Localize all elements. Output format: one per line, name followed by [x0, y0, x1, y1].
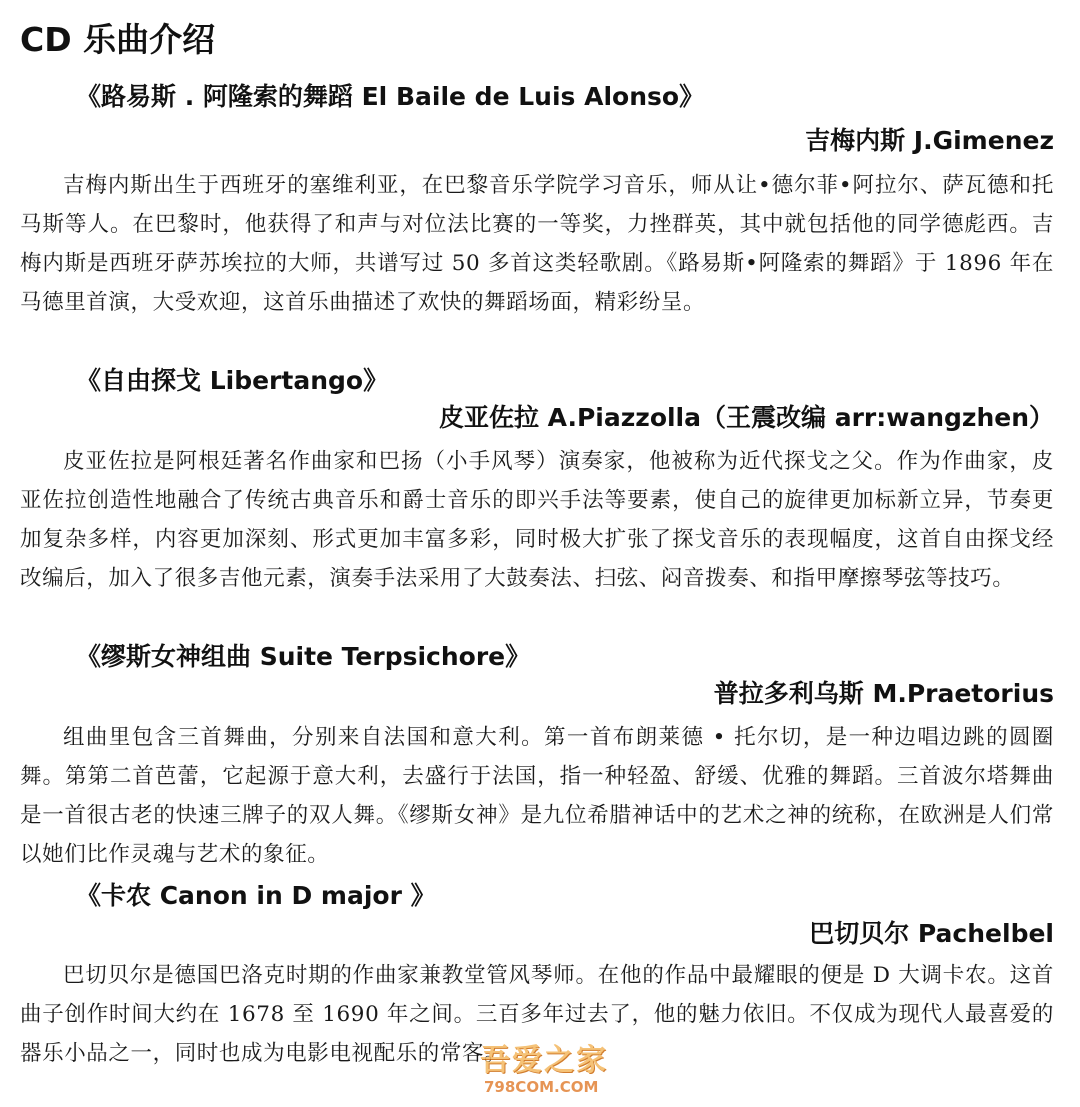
- piece-description: 组曲里包含三首舞曲，分别来自法国和意大利。第一首布朗莱德 • 托尔切，是一种边唱边跳的圆圈舞。第第二首芭蕾，它起源于意大利，去盛行于法国，指一种轻盈、舒缓、优雅的舞蹈。三首波尔塔舞曲是一首很古老的快速三牌子的双人舞。《缪斯女神》是九位希腊神话中的艺术之神的统称，在欧洲是人们常以她们比作灵魂与艺术的象征。: [20, 725, 1054, 867]
- watermark-logo-text: 吾爱之家: [480, 1043, 608, 1078]
- watermark-url: 798COM.COM: [484, 1078, 599, 1096]
- composer-name: 普拉多利乌斯 M.Praetorius: [713, 679, 1054, 708]
- page-title: CD 乐曲介绍: [20, 20, 216, 59]
- composer-name: 皮亚佐拉 A.Piazzolla（王震改编 arr:wangzhen）: [438, 403, 1054, 432]
- composer-name: 巴切贝尔 Pachelbel: [809, 919, 1054, 948]
- piece-title: 《自由探戈 Libertango》: [76, 366, 389, 395]
- composer-name: 吉梅内斯 J.Gimenez: [805, 126, 1054, 155]
- site-watermark: [480, 1040, 630, 1100]
- piece-title: 《缪斯女神组曲 Suite Terpsichore》: [76, 642, 531, 671]
- piece-description: 巴切贝尔是德国巴洛克时期的作曲家兼教堂管风琴师。在他的作品中最耀眼的便是 D 大调卡农。这首曲子创作时间大约在 1678 至 1690 年之间。三百多年过去了，他的魅力依旧。不仅成为现代人最喜爱的器乐小品之一，同时也成为电影电视配乐的常客。: [20, 963, 1054, 1066]
- piece-title: 《路易斯 . 阿隆索的舞蹈 El Baile de Luis Alonso》: [76, 82, 705, 111]
- piece-description: 皮亚佐拉是阿根廷著名作曲家和巴扬（小手风琴）演奏家，他被称为近代探戈之父。作为作曲家，皮亚佐拉创造性地融合了传统古典音乐和爵士音乐的即兴手法等要素，使自己的旋律更加标新立异，节奏更加复杂多样，内容更加深刻、形式更加丰富多彩，同时极大扩张了探戈音乐的表现幅度，这首自由探戈经改编后，加入了很多吉他元素，演奏手法采用了大鼓奏法、扫弦、闷音拨奏、和指甲摩擦琴弦等技巧。: [20, 449, 1054, 591]
- piece-title: 《卡农 Canon in D major 》: [76, 881, 436, 910]
- piece-description: 吉梅内斯出生于西班牙的塞维利亚，在巴黎音乐学院学习音乐，师从让•德尔菲•阿拉尔、萨瓦德和托马斯等人。在巴黎时，他获得了和声与对位法比赛的一等奖，力挫群英，其中就包括他的同学德彪西。吉梅内斯是西班牙萨苏埃拉的大师，共谱写过 50 多首这类轻歌剧。《路易斯•阿隆索的舞蹈》于 1896 年在马德里首演，大受欢迎，这首乐曲描述了欢快的舞蹈场面，精彩纷呈。: [20, 173, 1054, 315]
